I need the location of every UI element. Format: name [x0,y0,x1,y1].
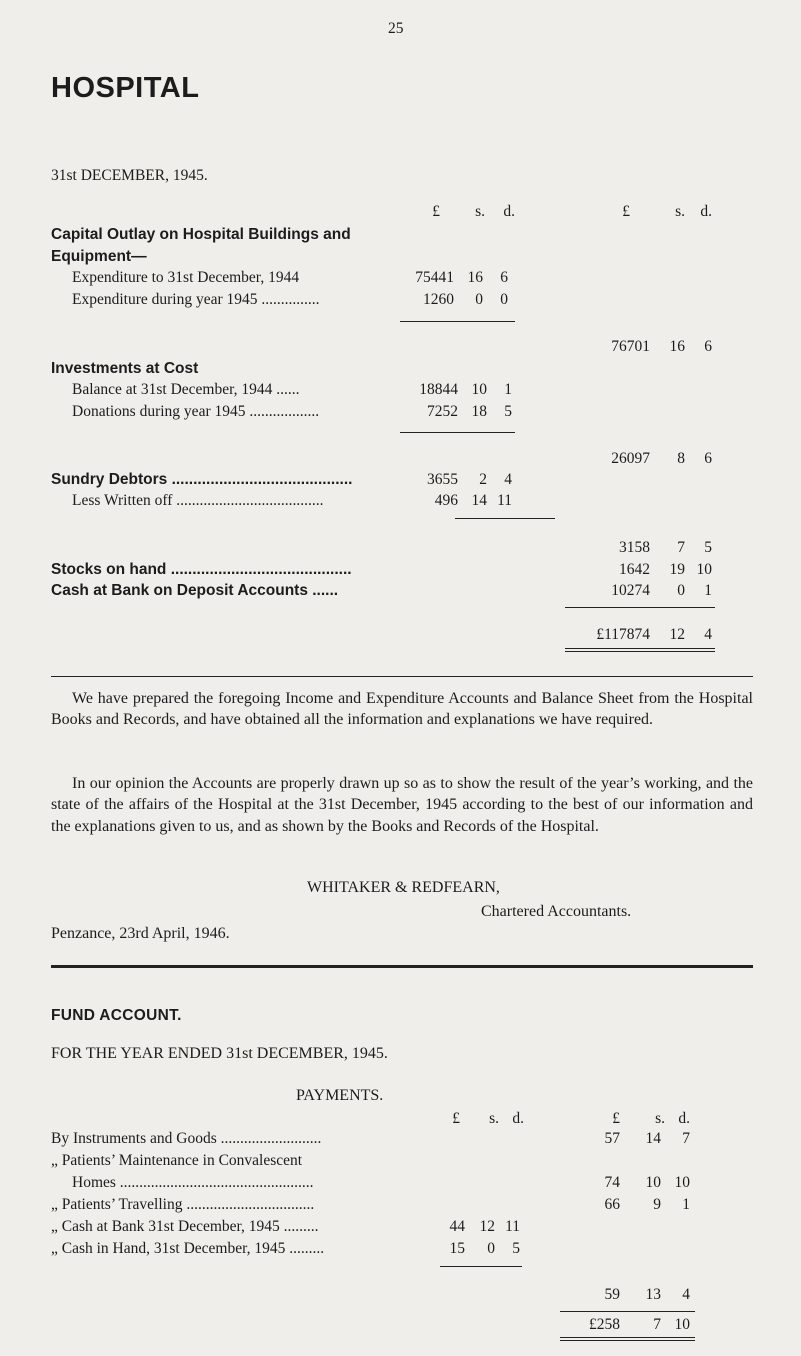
written-off-pounds: 496 [434,492,458,509]
cash-hand-shillings: 0 [487,1240,495,1257]
travelling-pence: 1 [682,1196,690,1213]
fund-col-header-pounds-1: £ [452,1110,460,1127]
auditor-firm: WHITAKER & REDFEARN, [307,879,500,896]
expenditure-1945-label: Expenditure during year 1945 ............... [72,291,320,308]
audit-paragraph-2: In our opinion the Accounts are properly drawn up so as to show the result of the year’s working, and the state of the affairs of the Hospital at the 31st December, 1945 according to the best of our information and the explanations given to us, and as shown by the Books and Records of the Hospital. [51,775,753,835]
investments-balance-pounds: 18844 [419,381,458,398]
cash-deposit-pounds: 10274 [611,582,650,599]
cash-bank-pence: 11 [505,1218,520,1235]
instruments-pence: 7 [682,1130,690,1147]
sundry-debtors-pence: 4 [504,471,512,488]
capital-outlay-heading-cont: Equipment— [51,248,147,265]
cash-bank-pounds: 44 [449,1218,465,1235]
fund-grand-total-double-rule [560,1337,695,1341]
capital-total-pounds: 76701 [611,338,650,355]
instruments-shillings: 14 [645,1130,661,1147]
total-rule [560,1311,695,1312]
expenditure-1944-label: Expenditure to 31st December, 1944 [72,269,300,286]
maintenance-shillings: 10 [645,1174,661,1191]
donations-pounds: 7252 [427,403,458,420]
stocks-pounds: 1642 [619,561,650,578]
heavy-divider [51,965,753,968]
travelling-label: „ Patients’ Travelling ................................. [51,1196,315,1213]
fund-grand-total-pence: 10 [674,1316,690,1333]
cash-total-pence: 4 [682,1286,690,1303]
stocks-shillings: 19 [669,561,685,578]
expenditure-1945-pence: 0 [500,291,508,308]
sundry-debtors-label: Sundry Debtors .......................................... [51,471,353,488]
col-header-pounds-2: £ [622,203,630,220]
instruments-pounds: 57 [604,1130,620,1147]
travelling-pounds: 66 [604,1196,620,1213]
investments-balance-label: Balance at 31st December, 1944 ...... [72,381,300,398]
fund-col-header-pence-2: d. [678,1110,690,1127]
col-header-pounds-1: £ [432,203,440,220]
fund-col-header-shillings-1: s. [489,1110,499,1127]
fund-account-period: FOR THE YEAR ENDED 31st DECEMBER, 1945. [51,1045,388,1062]
fund-col-header-pounds-2: £ [612,1110,620,1127]
cash-hand-label: „ Cash in Hand, 31st December, 1945 ......... [51,1240,325,1257]
investments-balance-shillings: 10 [471,381,487,398]
cash-bank-label: „ Cash at Bank 31st December, 1945 ......... [51,1218,319,1235]
written-off-label: Less Written off ...................................... [72,492,324,509]
maintenance-pounds: 74 [604,1174,620,1191]
subtotal-rule [455,518,555,519]
fund-col-header-pence-1: d. [512,1110,524,1127]
instruments-label: By Instruments and Goods .......................... [51,1130,322,1147]
expenditure-1944-shillings: 16 [467,269,483,286]
cash-total-shillings: 13 [645,1286,661,1303]
maintenance-label-cont: Homes .................................................. [72,1174,314,1191]
expenditure-1944-pounds: 75441 [415,269,454,286]
stocks-label: Stocks on hand .......................................... [51,561,352,578]
grand-total-double-rule [565,648,715,652]
cash-hand-pounds: 15 [449,1240,465,1257]
payments-heading: PAYMENTS. [296,1087,384,1104]
debtors-net-shillings: 7 [677,539,685,556]
col-header-shillings-1: s. [475,203,485,220]
sundry-debtors-shillings: 2 [479,471,487,488]
sundry-debtors-pounds: 3655 [427,471,458,488]
grand-total-pence: 4 [704,626,712,643]
fund-grand-total-pounds: £258 [589,1316,620,1333]
maintenance-pence: 10 [674,1174,690,1191]
audit-place-date: Penzance, 23rd April, 1946. [51,925,230,942]
subtotal-rule [400,432,515,433]
cash-deposit-pence: 1 [704,582,712,599]
grand-total-shillings: 12 [669,626,685,643]
col-header-pence-2: d. [700,203,712,220]
investments-total-pence: 6 [704,450,712,467]
cash-deposit-shillings: 0 [677,582,685,599]
capital-total-shillings: 16 [669,338,685,355]
total-rule [565,607,715,608]
fund-grand-total-shillings: 7 [653,1316,661,1333]
col-header-pence-1: d. [503,203,515,220]
section-divider [51,676,753,677]
cash-bank-shillings: 12 [479,1218,495,1235]
travelling-shillings: 9 [653,1196,661,1213]
balance-sheet-title: HOSPITAL [51,72,200,104]
investments-heading: Investments at Cost [51,360,199,377]
subtotal-rule [440,1266,522,1267]
capital-total-pence: 6 [704,338,712,355]
stocks-pence: 10 [696,561,712,578]
donations-label: Donations during year 1945 .................. [72,403,320,420]
maintenance-label: „ Patients’ Maintenance in Convalescent [51,1152,303,1169]
cash-total-pounds: 59 [604,1286,620,1303]
expenditure-1945-shillings: 0 [475,291,483,308]
investments-total-shillings: 8 [677,450,685,467]
written-off-pence: 11 [497,492,512,509]
donations-shillings: 18 [471,403,487,420]
investments-balance-pence: 1 [504,381,512,398]
expenditure-1945-pounds: 1260 [423,291,454,308]
cash-deposit-label: Cash at Bank on Deposit Accounts ...... [51,582,339,599]
audit-paragraph-1: We have prepared the foregoing Income and Expenditure Accounts and Balance Sheet from the Hospital Books and Records, and have obtained all the information and explanations we have required. [51,690,753,729]
debtors-net-pounds: 3158 [619,539,650,556]
subtotal-rule [400,321,515,322]
written-off-shillings: 14 [471,492,487,509]
col-header-shillings-2: s. [675,203,685,220]
fund-account-title: FUND ACCOUNT. [51,1007,182,1024]
capital-outlay-heading: Capital Outlay on Hospital Buildings and [51,226,351,243]
auditor-title: Chartered Accountants. [481,903,632,920]
donations-pence: 5 [504,403,512,420]
debtors-net-pence: 5 [704,539,712,556]
grand-total-pounds: £117874 [596,626,650,643]
page-number: 25 [388,20,404,37]
fund-col-header-shillings-2: s. [655,1110,665,1127]
investments-total-pounds: 26097 [611,450,650,467]
expenditure-1944-pence: 6 [500,269,508,286]
cash-hand-pence: 5 [512,1240,520,1257]
balance-sheet-date: 31st DECEMBER, 1945. [51,167,208,184]
